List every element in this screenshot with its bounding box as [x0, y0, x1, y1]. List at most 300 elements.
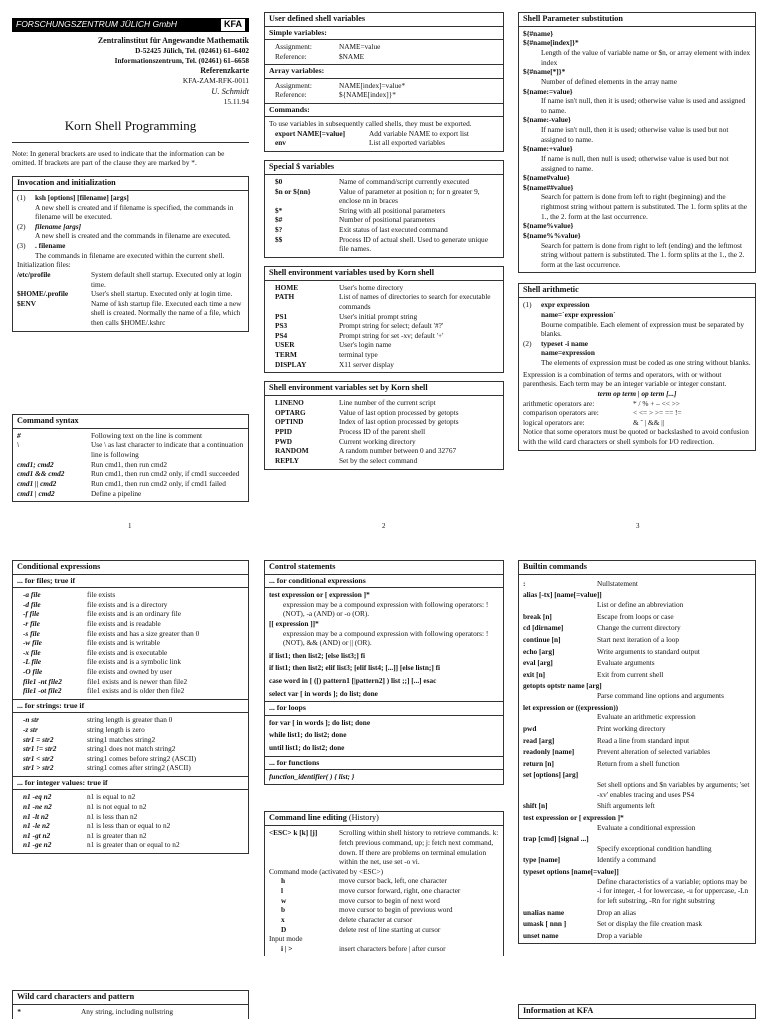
row-key: $0: [275, 176, 283, 186]
row-value: delete character at cursor: [339, 914, 413, 924]
param-form: ${name:+value}: [523, 144, 573, 154]
row-key: PS3: [275, 321, 288, 331]
row-value: Value of last option processed by getopts: [339, 407, 459, 417]
file-test-row: [17, 629, 244, 639]
row-key: w: [281, 895, 287, 905]
page-number-3: 3: [636, 522, 640, 530]
param-sub-title: Shell Parameter substitution: [519, 13, 755, 27]
builtin-row: [523, 612, 751, 622]
env-used-row: [269, 360, 499, 370]
builtin-desc: Escape from loops or case: [597, 611, 674, 621]
param-form: ${name##value}: [523, 182, 574, 192]
row-key: -x file: [23, 647, 41, 657]
builtin-command: let expression or ((expression)): [523, 702, 619, 712]
row-value: file exists and owned by user: [87, 667, 172, 677]
row-key: PWD: [275, 436, 293, 446]
row-value: n1 is equal to n2: [87, 792, 136, 802]
builtin-desc: Shift arguments left: [597, 801, 655, 811]
builtin-desc: Read a line from standard input: [597, 735, 690, 745]
file-tests-list: [13, 588, 248, 699]
control-title: Control statements: [265, 561, 503, 575]
row-key: x: [281, 914, 285, 924]
builtin-desc: Set or display the file creation mask: [597, 919, 702, 929]
builtin-command: read [arg]: [523, 735, 555, 745]
env-set-row: [269, 417, 499, 427]
operator-row: [523, 399, 751, 409]
row-key: Reference:: [275, 90, 307, 100]
string-test-row: [17, 715, 244, 725]
row-key: /etc/profile: [17, 269, 51, 279]
info-box: [518, 1004, 756, 1019]
header-line-1: Zentralinstitut für Angewandte Mathematik: [97, 35, 249, 45]
builtin-command: continue [n]: [523, 634, 561, 644]
builtin-desc: Evaluate a conditional expression: [597, 822, 696, 832]
page-number-1: 1: [128, 522, 132, 530]
param-form: ${#name[*]}*: [523, 67, 566, 77]
builtin-command: exit [n]: [523, 669, 546, 679]
institute-bar: [12, 18, 249, 32]
builtin-row: [523, 736, 751, 746]
env-set-row: [269, 456, 499, 466]
row-key: #: [17, 430, 21, 440]
init-files-list: [17, 270, 244, 328]
param-desc: If name isn't null, then it is used; otherwise value is used and assigned to name.: [541, 96, 746, 115]
integer-test-row: [17, 802, 244, 812]
row-key: $?: [275, 225, 283, 234]
header-line-5: KFA-ZAM-RFK-0011: [182, 76, 249, 86]
builtin-desc: Define characteristics of a variable; options may be -i for integer, -l for lowercase, -u for uppercase, -Ln for left substring, -Rn for right substring: [597, 876, 749, 905]
row-key: h: [281, 876, 286, 886]
row-key: n1 -eq n2: [23, 792, 52, 802]
special-vars-box: [264, 160, 504, 258]
string-tests-list: [13, 713, 248, 776]
builtin-row: [523, 931, 751, 941]
file-test-row: [17, 590, 244, 600]
row-value: Value of parameter at position n; for n greater 9, enclose nn in braces: [339, 186, 480, 206]
row-key: str1 = str2: [23, 734, 54, 744]
builtin-command: typeset options [name[=value]]: [523, 867, 619, 877]
env-used-list: [265, 281, 503, 373]
builtin-command: return [n]: [523, 758, 554, 768]
edit-key-row: [269, 925, 499, 935]
operator-row: [523, 418, 751, 428]
user-vars-box: User defined shell variables Simple variables: Assignment: NAME=value Reference: $NAME Array variables: Assignment: NAME[index]=value* Reference: ${NAME[index]}* Commands: To use variables in subsequently called shells, they must be exported. export NAME[=value] Add variable NAME to export list env List all exported variables: [264, 12, 504, 152]
row-value: User's shell startup. Executed only at login time.: [91, 289, 233, 299]
builtin-command: pwd: [523, 723, 537, 733]
syntax-row: [17, 431, 244, 441]
row-value: Process ID of the parent shell: [339, 427, 426, 437]
cmd-edit-box: Command line editing (History) <ESC> k [k] [j] Scrolling within shell history to retrieve commands. k: fetch previous command, up; j: fetch next command, down. If there are problems on terminal emulation within the net, use set -o vi. Command mode (activated by <ESC>) h move cursor back, left, one character l move cursor forward, right, one character w move cursor to begin of next word b move cursor to begin of previous word x delete character at cursor D delete rest of line starting at cursor Input mode i | > insert characters before | after cursor: [264, 811, 504, 956]
builtin-desc: Start next iteration of a loop: [597, 634, 680, 644]
institute-name: FORSCHUNGSZENTRUM JÜLICH GmbH: [16, 19, 178, 30]
builtin-row: [523, 670, 751, 680]
edit-key-row: [269, 915, 499, 925]
env-set-row: [269, 408, 499, 418]
builtin-command: trap [cmd] [signal ...]: [523, 834, 589, 844]
row-key: str1 != str2: [23, 744, 57, 754]
row-key: -n str: [23, 715, 40, 725]
row-value: n1 is greater than n2: [87, 830, 147, 840]
param-desc: Number of defined elements in the array name: [541, 76, 677, 86]
wildcard-col: [12, 990, 249, 1025]
row-value: Following text on the line is comment: [91, 430, 203, 440]
row-key: b: [281, 905, 286, 915]
env-set-row: [269, 446, 499, 456]
simple-vars-list: [265, 40, 503, 64]
row-key: str1 > str2: [23, 763, 54, 773]
row-key: -L file: [23, 657, 42, 667]
row-key: \: [17, 440, 20, 450]
row-key: TERM: [275, 350, 297, 360]
env-set-row: [269, 427, 499, 437]
row-key: PS1: [275, 311, 288, 321]
row-key: OPTARG: [275, 407, 306, 417]
row-value: System default shell startup. Executed only at login time.: [91, 269, 242, 289]
row-value: string1 comes before string2 (ASCII): [87, 753, 197, 763]
date: 15.11.94: [223, 97, 249, 107]
column-3-bottom: [518, 560, 756, 950]
param-desc: Search for pattern is done from right to left (ending) and the leftmost string without pattern is substituted. The 1. form splits at the 1., the 2. form at the last occurrence.: [541, 240, 745, 269]
simple-var-row: [269, 52, 499, 62]
param-form: ${name#value}: [523, 173, 570, 183]
param-form: ${name%%value}: [523, 230, 581, 240]
builtin-desc: Return from a shell function: [597, 758, 680, 768]
command-syntax-title: Command syntax: [13, 415, 248, 429]
row-value: User's login name: [339, 340, 392, 350]
row-value: NAME=value: [339, 42, 381, 52]
row-key: -a file: [23, 590, 41, 600]
row-value: < <= > >= == !=: [633, 408, 682, 418]
row-key: l: [281, 886, 284, 895]
row-value: List all exported variables: [369, 138, 445, 148]
syntax-row: [17, 440, 244, 459]
row-key: $$: [275, 234, 283, 244]
builtin-command: unset name: [523, 930, 559, 940]
row-key: $ENV: [17, 298, 37, 308]
row-key: file1 -nt file2: [23, 676, 62, 686]
row-value: Process ID of actual shell. Used to generate unique file names.: [339, 234, 488, 254]
row-key: Assignment:: [275, 80, 312, 90]
row-key: -r file: [23, 618, 40, 628]
file-test-row: [17, 657, 244, 667]
env-used-row: [269, 321, 499, 331]
row-value: Index of last option processed by getopts: [339, 417, 459, 427]
row-key: PATH: [275, 292, 295, 302]
env-used-row: [269, 350, 499, 360]
row-value: file exists and is a symbolic link: [87, 657, 182, 667]
builtin-desc: Drop a variable: [597, 930, 643, 940]
row-key: Reference:: [275, 51, 307, 61]
row-value: & ˆ | && ||: [633, 417, 665, 427]
row-value: string1 matches string2: [87, 734, 156, 744]
builtin-desc: Exit from current shell: [597, 669, 664, 679]
builtin-command: umask [ nnn ]: [523, 919, 567, 929]
integer-test-row: [17, 812, 244, 822]
invocation-item: (2) filename [args]: [17, 221, 82, 231]
row-value: file exists and is a directory: [87, 599, 168, 609]
row-value: Set by the select command: [339, 455, 418, 465]
param-form: ${#name}: [523, 28, 554, 38]
builtin-row: [523, 579, 751, 589]
builtin-command: readonly [name]: [523, 747, 575, 757]
arith-title: Shell arithmetic: [519, 284, 755, 298]
builtin-desc: Specify exceptional condition handling: [597, 843, 712, 853]
row-value: List of names of directories to search for executable commands: [339, 292, 491, 311]
array-vars-list: [265, 79, 503, 103]
column-1-bottom: [12, 560, 249, 860]
row-value: Use \ as last character to indicate that a continuation line is following: [91, 440, 244, 460]
row-key: env: [275, 138, 286, 148]
column-1-top: [12, 18, 249, 338]
integer-test-row: [17, 821, 244, 831]
row-value: move cursor to begin of next word: [339, 895, 440, 905]
builtin-command: break [n]: [523, 611, 552, 621]
env-used-row: [269, 331, 499, 341]
row-value: file exists and is readable: [87, 618, 161, 628]
file-test-row: [17, 638, 244, 648]
string-test-row: [17, 735, 244, 745]
builtin-row: [523, 747, 751, 757]
row-value: User's initial prompt string: [339, 311, 418, 321]
row-key: cmd1 && cmd2: [17, 469, 65, 479]
invocation-title: Invocation and initialization: [13, 177, 248, 191]
row-key: n1 -lt n2: [23, 811, 49, 821]
integer-test-row: [17, 840, 244, 850]
row-value: file exists: [87, 590, 116, 600]
row-key: OPTIND: [275, 417, 304, 427]
row-value: Current working directory: [339, 436, 416, 446]
row-value: move cursor back, left, one character: [339, 876, 447, 886]
invocation-item: (3) . filename: [17, 241, 66, 251]
command-syntax-col: [12, 414, 249, 508]
row-key: cmd1 | cmd2: [17, 488, 55, 498]
row-value: NAME[index]=value*: [339, 80, 406, 90]
edit-key-row: [269, 896, 499, 906]
builtin-command: type [name]: [523, 855, 561, 865]
row-key: LINENO: [275, 398, 304, 408]
param-form: ${name:=value}: [523, 86, 573, 96]
row-key: HOME: [275, 282, 299, 292]
builtin-desc: Identify a command: [597, 855, 656, 865]
row-key: Assignment:: [275, 42, 312, 52]
env-set-list: [265, 396, 503, 468]
builtin-command: shift [n]: [523, 801, 548, 811]
special-var-row: [269, 215, 499, 225]
row-value: string1 comes after string2 (ASCII): [87, 763, 191, 773]
file-test-row: [17, 686, 244, 696]
builtin-desc: Nullstatement: [597, 578, 638, 588]
edit-keys-list: [269, 876, 499, 934]
builtin-desc: Set shell options and $n variables by arguments; 'set -xv' enables tracing and uses PS4: [597, 780, 750, 799]
row-value: delete rest of line starting at cursor: [339, 924, 441, 934]
row-value: string length is zero: [87, 724, 145, 734]
string-test-row: [17, 754, 244, 764]
special-vars-list: [265, 175, 503, 257]
array-var-row: [269, 90, 499, 100]
row-key: n1 -gt n2: [23, 830, 51, 840]
integer-test-row: [17, 792, 244, 802]
page-title: Korn Shell Programming: [64, 117, 197, 133]
env-used-title: Shell environment variables used by Korn shell: [265, 267, 503, 281]
param-desc: Search for pattern is done from left to right (beginning) and the rightmost string without pattern is substituted. The 1. form splits at the 1., the 2. form at the last occurrence.: [541, 192, 747, 221]
row-value: n1 is greater than or equal to n2: [87, 840, 180, 850]
row-key: comparison operators are:: [523, 408, 599, 418]
env-used-row: [269, 292, 499, 311]
row-value: file exists and is an ordinary file: [87, 609, 182, 619]
row-value: n1 is less than n2: [87, 811, 138, 821]
row-key: -s file: [23, 628, 40, 638]
file-test-row: [17, 667, 244, 677]
row-key: n1 -ge n2: [23, 840, 52, 850]
row-key: PS4: [275, 330, 288, 340]
row-value: file1 exists and is newer than file2: [87, 676, 188, 686]
row-value: Define a pipeline: [91, 488, 142, 498]
invocation-item: (1) ksh [options] [filename] [args]: [17, 192, 129, 202]
command-syntax-box: [12, 414, 249, 502]
row-value: Name of ksh startup file. Executed each time a new shell is created. Normally the name of a file, which then calls $HOME/.kshrc: [91, 298, 242, 328]
env-set-box: [264, 381, 504, 469]
syntax-row: [17, 489, 244, 499]
param-sub-list: [519, 27, 755, 273]
init-file-row: [17, 270, 244, 289]
row-key: $n or ${nn}: [275, 186, 311, 196]
file-test-row: [17, 619, 244, 629]
row-value: Add variable NAME to export list: [369, 128, 469, 138]
param-form: ${#name[index]}*: [523, 38, 579, 48]
builtin-desc: Drop an alias: [597, 907, 636, 917]
conditional-title: Conditional expressions: [13, 561, 248, 575]
row-key: RANDOM: [275, 446, 309, 456]
row-value: User's home directory: [339, 282, 404, 292]
command-syntax-list: [13, 429, 248, 501]
row-value: string1 does not match string2: [87, 744, 176, 754]
cmd-edit-title: Command line editing (History): [265, 812, 503, 826]
builtin-command: getopts optstr name [arg]: [523, 681, 602, 691]
builtin-command: echo [arg]: [523, 646, 555, 656]
row-value: file1 exists and is older then file2: [87, 686, 185, 696]
info-title: Information at KFA: [519, 1005, 755, 1019]
row-value: A random number between 0 and 32767: [339, 446, 457, 456]
builtin-command: cd [dirname]: [523, 623, 564, 633]
row-value: $NAME: [339, 51, 365, 61]
user-vars-title: User defined shell variables: [265, 13, 503, 27]
builtin-desc: Parse command line options and arguments: [597, 691, 724, 701]
row-key: -d file: [23, 599, 41, 609]
param-desc: Length of the value of variable name or $n, or array element with index index: [541, 48, 751, 67]
param-form: ${name:-value}: [523, 115, 571, 125]
builtin-row: [523, 908, 751, 918]
row-key: DISPLAY: [275, 359, 307, 369]
builtin-row: [523, 635, 751, 645]
row-value: move cursor forward, right, one character: [339, 886, 461, 895]
builtin-command: alias [-tx] [name[=value]]: [523, 590, 602, 600]
row-key: $#: [275, 215, 283, 225]
arith-box: Shell arithmetic (1) expr expression name=`expr expression` Bourne compatible. Each element of expression must be separated by blanks. (2) typeset -i name name=expression The elements of expression must be coded as one string without blanks. Expression is a combination of terms and operators, with or without parenthesis. Each term may be an integer variable or integer constant. term op term | op term [...] arithmetic operators are: * / % + – << >> comparison operators are: < <= > >= == != logical operators are: & ˆ | && || Notice that some operators must be quoted or backslashed to avoid confusion with the wild card characters or shell symbols for I/O redirection.: [518, 283, 756, 450]
row-value: move cursor to begin of previous word: [339, 905, 453, 915]
row-key: -w file: [23, 638, 42, 648]
wildcard-box: [12, 990, 249, 1019]
row-value: String with all positional parameters: [339, 205, 446, 215]
env-set-row: [269, 398, 499, 408]
builtin-desc: Change the current directory: [597, 623, 681, 633]
invocation-box: Invocation and initialization (1) ksh [options] [filename] [args] A new shell is created and if filename is specified, the commands in filename will be executed. (2) filename [args] A new shell is created and the commands in filename are executed. (3) . filename The commands in filename are executed within the current shell. Initialization files: /etc/profile System default shell startup. Executed only at login time. $HOME/.profile User's shell startup. Executed only at login time. $ENV Name of ksh startup file. Executed each time a new shell is created. Normally the name of a file, which then calls $HOME/.kshrc: [12, 176, 249, 332]
syntax-row: [17, 460, 244, 470]
syntax-row: [17, 469, 244, 479]
row-key: USER: [275, 340, 295, 350]
builtins-list: [519, 575, 755, 944]
row-key: D: [281, 924, 287, 934]
special-var-row: [269, 225, 499, 235]
row-value: string length is greater than 0: [87, 715, 173, 725]
row-key: -z str: [23, 724, 38, 734]
builtin-row: [523, 919, 751, 929]
env-used-row: [269, 340, 499, 350]
builtin-row: [523, 724, 751, 734]
simple-var-row: [269, 42, 499, 52]
builtin-command: set [options] [arg]: [523, 770, 579, 780]
column-2-top: [264, 12, 504, 476]
builtin-desc: Evaluate an arithmetic expression: [597, 712, 696, 722]
column-3-top: [518, 12, 756, 457]
row-value: * / % + – << >>: [633, 398, 680, 408]
param-sub-box: [518, 12, 756, 273]
row-key: arithmetic operators are:: [523, 398, 595, 408]
builtin-desc: Print working directory: [597, 723, 666, 733]
builtin-desc: List or define an abbreviation: [597, 600, 684, 610]
builtin-command: test expression or [ expression ]*: [523, 812, 624, 822]
export-row: [269, 129, 499, 139]
row-value: Run cmd1, then run cmd2 only, if cmd1 succeeded: [91, 469, 240, 479]
builtin-desc: Evaluate arguments: [597, 658, 655, 668]
row-value: file exists and has a size greater than 0: [87, 628, 200, 638]
builtin-desc: Prevent alteration of selected variables: [597, 747, 711, 757]
row-value: file exists and is executable: [87, 647, 168, 657]
row-value: Line number of the current script: [339, 398, 436, 408]
row-value: ${NAME[index]}*: [339, 90, 396, 100]
env-set-row: [269, 437, 499, 447]
builtins-box: [518, 560, 756, 944]
file-test-row: [17, 600, 244, 610]
row-value: Exit status of last executed command: [339, 225, 448, 234]
control-box: Control statements ... for conditional expressions test expression or [ expression ]* expression may be a compound expression with following operators: ! (NOT), -a (AND) or -o (OR). [[ expression ]]* expression may be a compound expression with following operators: ! (NOT), && (AND) or || (OR). if list1; then list2; [else list3;] fi if list1; then list2; elif list3; [elif list4; [...]] [else listn;] fi case word in [ ([) pattern1 [|pattern2] ) list ;;] [...] esac select var [ in words ]; do list; done ... for loops for var [ in words ]; do list; done while list1; do list2; done until list1; do list2; done ... for functions function_identifier( ) { list; }: [264, 560, 504, 785]
row-key: -f file: [23, 609, 40, 619]
row-key: PPID: [275, 427, 293, 437]
row-value: X11 server display: [339, 359, 394, 369]
special-var-row: [269, 177, 499, 187]
wildcard-title: Wild card characters and pattern: [13, 991, 248, 1005]
row-value: terminal type: [339, 350, 378, 360]
row-value: Run cmd1, then run cmd2: [91, 459, 167, 469]
wildcard-row: * Any string, including nullstring: [17, 1006, 174, 1016]
row-key: n1 -le n2: [23, 821, 50, 831]
row-key: n1 -ne n2: [23, 801, 52, 811]
param-desc: If name is null, then null is used; otherwise value is used but not assigned to name.: [541, 153, 729, 173]
row-value: Prompt string for set -xv; default '+': [339, 330, 444, 340]
file-test-row: [17, 677, 244, 687]
syntax-row: [17, 479, 244, 489]
row-key: REPLY: [275, 455, 300, 465]
note: Note: In general brackets are used to indicate that the information can be omitted. If brackets are part of the clause they are marked by *.: [12, 142, 249, 168]
env-used-row: [269, 312, 499, 322]
row-key: cmd1 || cmd2: [17, 478, 57, 488]
param-desc: If name isn't null, then it is used; otherwise value is used but not assigned to name.: [541, 125, 729, 144]
row-value: file exists and is writable: [87, 638, 160, 648]
special-var-row: [269, 187, 499, 206]
info-col: [518, 1004, 756, 1025]
file-test-row: [17, 648, 244, 658]
row-value: Prompt string for select; default '#?': [339, 321, 444, 331]
file-test-row: [17, 609, 244, 619]
